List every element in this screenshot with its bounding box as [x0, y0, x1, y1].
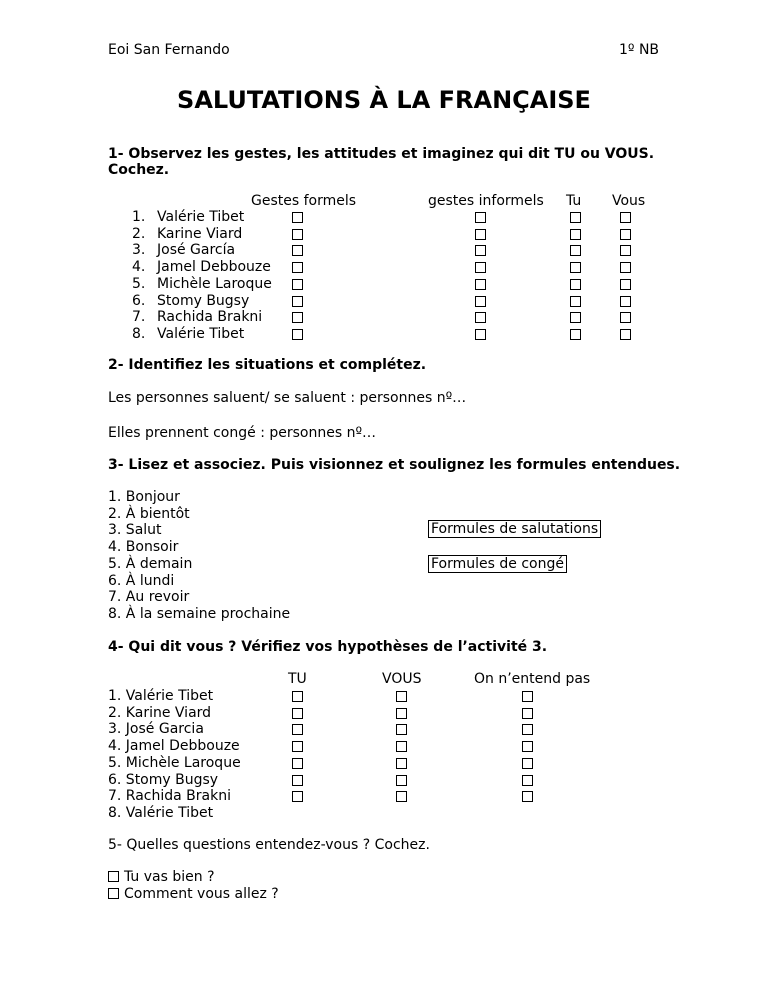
header-level: 1º NB [619, 42, 660, 58]
q5-checkbox[interactable] [108, 888, 119, 899]
q3-formula-item: 2. À bientôt [108, 505, 190, 522]
q1-checkbox-tu[interactable] [570, 212, 581, 223]
q1-checkbox-formels[interactable] [292, 279, 303, 290]
q5-option-label: Tu vas bien ? [124, 869, 215, 885]
q1-col-tu: Tu [566, 193, 582, 209]
q1-item-name: Valérie Tibet [157, 325, 245, 342]
q1-heading-line2: Cochez. [108, 162, 170, 178]
q4-checkbox-tu[interactable] [292, 691, 303, 702]
q1-checkbox-informels[interactable] [475, 296, 486, 307]
q1-checkbox-informels[interactable] [475, 212, 486, 223]
q1-item-number: 4. [132, 259, 146, 276]
q4-item-name: 6. Stomy Bugsy [108, 771, 219, 788]
q1-checkbox-vous[interactable] [620, 312, 631, 323]
header-school: Eoi San Fernando [108, 42, 230, 58]
q1-checkbox-tu[interactable] [570, 262, 581, 273]
q1-checkbox-tu[interactable] [570, 329, 581, 340]
q1-item-number: 8. [132, 325, 146, 342]
q3-formula-item: 7. Au revoir [108, 589, 190, 606]
q1-checkbox-vous[interactable] [620, 262, 631, 273]
q4-checkbox-tu[interactable] [292, 791, 303, 802]
q1-checkbox-informels[interactable] [475, 312, 486, 323]
q4-checkbox-vous[interactable] [396, 691, 407, 702]
q4-checkbox-entend[interactable] [522, 708, 533, 719]
q1-checkbox-vous[interactable] [620, 245, 631, 256]
q1-checkbox-tu[interactable] [570, 279, 581, 290]
q5-heading: 5- Quelles questions entendez-vous ? Cochez. [108, 837, 430, 853]
q3-formula-item: 6. À lundi [108, 572, 175, 589]
q1-item-name: Karine Viard [157, 225, 243, 242]
q1-item-name: Michèle Laroque [157, 275, 272, 292]
q4-item-name: 4. Jamel Debbouze [108, 738, 240, 755]
q1-item-name: Rachida Brakni [157, 309, 263, 326]
q1-checkbox-vous[interactable] [620, 279, 631, 290]
q4-checkbox-entend[interactable] [522, 775, 533, 786]
q5-option [108, 869, 215, 885]
q4-checkbox-vous[interactable] [396, 724, 407, 735]
q1-heading-line1: 1- Observez les gestes, les attitudes et imaginez qui dit TU ou VOUS. [108, 146, 655, 162]
q4-col-tu: TU [288, 671, 307, 687]
q3-formula-item: 3. Salut [108, 522, 162, 539]
q1-item-name: Stomy Bugsy [157, 292, 250, 309]
q4-checkbox-tu[interactable] [292, 741, 303, 752]
q4-checkbox-vous[interactable] [396, 791, 407, 802]
q4-checkbox-vous[interactable] [396, 758, 407, 769]
q1-item-name: Jamel Debbouze [157, 259, 271, 276]
q1-checkbox-formels[interactable] [292, 229, 303, 240]
q5-checkbox[interactable] [108, 871, 119, 882]
q1-item-number: 2. [132, 225, 146, 242]
q4-item-name: 8. Valérie Tibet [108, 804, 214, 821]
q4-checkbox-entend[interactable] [522, 741, 533, 752]
q3-formula-item: 5. À demain [108, 555, 193, 572]
q1-checkbox-formels[interactable] [292, 262, 303, 273]
q1-item-name: José García [157, 242, 236, 259]
q5-option [108, 886, 279, 902]
q1-item-number: 5. [132, 275, 146, 292]
q3-box-conge: Formules de congé [428, 555, 567, 573]
page-title: SALUTATIONS À LA FRANÇAISE [177, 86, 591, 114]
q1-checkbox-tu[interactable] [570, 229, 581, 240]
q1-item-number: 3. [132, 242, 146, 259]
q1-checkbox-formels[interactable] [292, 312, 303, 323]
q3-formula-item: 8. À la semaine prochaine [108, 605, 291, 622]
q4-checkbox-entend[interactable] [522, 724, 533, 735]
q3-formula-item: 4. Bonsoir [108, 539, 179, 556]
q1-item-number: 7. [132, 309, 146, 326]
q1-item-number: 1. [132, 209, 146, 225]
q1-checkbox-vous[interactable] [620, 229, 631, 240]
q3-heading: 3- Lisez et associez. Puis visionnez et soulignez les formules entendues. [108, 457, 681, 473]
q1-checkbox-tu[interactable] [570, 245, 581, 256]
q1-checkbox-vous[interactable] [620, 296, 631, 307]
q4-checkbox-tu[interactable] [292, 708, 303, 719]
q1-checkbox-tu[interactable] [570, 312, 581, 323]
q1-checkbox-informels[interactable] [475, 329, 486, 340]
q4-checkbox-entend[interactable] [522, 758, 533, 769]
q1-checkbox-formels[interactable] [292, 329, 303, 340]
q1-checkbox-formels[interactable] [292, 212, 303, 223]
q1-checkbox-informels[interactable] [475, 229, 486, 240]
q4-checkbox-tu[interactable] [292, 724, 303, 735]
q2-line-conge: Elles prennent congé : personnes nº… [108, 425, 377, 441]
q4-checkbox-tu[interactable] [292, 758, 303, 769]
q1-col-vous: Vous [612, 193, 646, 209]
q1-item-name: Valérie Tibet [157, 209, 245, 225]
q4-item-name: 2. Karine Viard [108, 704, 212, 721]
q1-checkbox-vous[interactable] [620, 329, 631, 340]
q3-formula-item: 1. Bonjour [108, 489, 180, 505]
q1-checkbox-formels[interactable] [292, 245, 303, 256]
q4-checkbox-tu[interactable] [292, 775, 303, 786]
q4-item-name: 1. Valérie Tibet [108, 688, 214, 704]
q4-col-entend: On n’entend pas [474, 671, 591, 687]
q1-col-formels: Gestes formels [251, 193, 357, 209]
q2-line-saluent: Les personnes saluent/ se saluent : personnes nº… [108, 390, 467, 406]
q1-item-number: 6. [132, 292, 146, 309]
q3-box-salutations: Formules de salutations [428, 520, 601, 538]
q4-item-name: 3. José Garcia [108, 721, 204, 738]
q4-item-name: 7. Rachida Brakni [108, 788, 231, 805]
q4-checkbox-vous[interactable] [396, 708, 407, 719]
q4-col-vous: VOUS [382, 671, 422, 687]
q4-checkbox-vous[interactable] [396, 775, 407, 786]
q4-checkbox-entend[interactable] [522, 791, 533, 802]
q4-checkbox-entend[interactable] [522, 691, 533, 702]
q1-checkbox-informels[interactable] [475, 245, 486, 256]
q1-col-informels: gestes informels [428, 193, 544, 209]
q1-checkbox-informels[interactable] [475, 262, 486, 273]
q1-checkbox-vous[interactable] [620, 212, 631, 223]
q4-checkbox-vous[interactable] [396, 741, 407, 752]
q2-heading: 2- Identifiez les situations et complétez. [108, 357, 427, 373]
q4-item-name: 5. Michèle Laroque [108, 754, 241, 771]
q4-heading: 4- Qui dit vous ? Vérifiez vos hypothèses de l’activité 3. [108, 639, 548, 655]
q1-checkbox-informels[interactable] [475, 279, 486, 290]
q1-checkbox-tu[interactable] [570, 296, 581, 307]
q1-checkbox-formels[interactable] [292, 296, 303, 307]
q5-option-label: Comment vous allez ? [124, 885, 279, 902]
